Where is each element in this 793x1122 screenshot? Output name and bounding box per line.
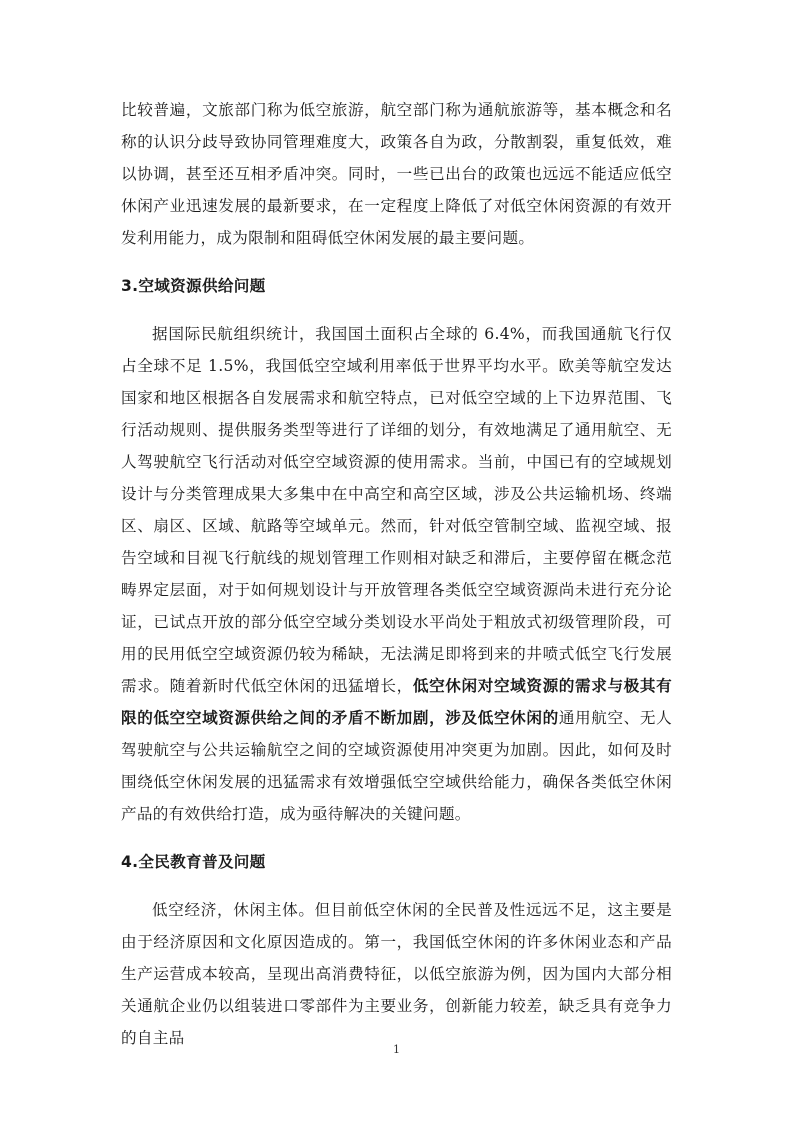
section-heading-3: 3.空域资源供给问题	[121, 277, 266, 295]
page-number: 1	[393, 1043, 400, 1056]
paragraph-continued: 比较普遍，文旅部门称为低空旅游，航空部门称为通航旅游等，基本概念和名称的认识分歧导致协同管理难度大，政策各自为政，分散割裂，重复低效，难以协调，甚至还互相矛盾冲突。同时，一些已出台的政策也远远不能适应低空休闲产业迅速发展的最新要求，在一定程度上降低了对低空休闲资源的有效开发利用能力，成为限制和阻碍低空休闲发展的最主要问题。	[121, 101, 672, 247]
paragraph-airspace-text-2: 通用航空、无人驾驶航空与公共运输航空之间的空域资源使用冲突更为加剧。因此，如何及时围绕低空休闲发展的迅猛需求有效增强低空空域供给能力，确保各类低空休闲产品的有效供给打造，成为亟待解决的关键问题。	[121, 709, 672, 823]
paragraph-education: 低空经济，休闲主体。但目前低空休闲的全民普及性远远不足，这主要是由于经济原因和文化原因造成的。第一，我国低空休闲的许多休闲业态和产品生产运营成本较高，呈现出高消费特征，以低空旅游为例，因为国内大部分相关通航企业仍以组装进口零部件为主要业务，创新能力较差，缺乏具有竞争力的自主品	[121, 901, 672, 1047]
spacer	[121, 254, 672, 270]
spacer	[121, 830, 672, 846]
document-body	[121, 94, 672, 1054]
paragraph-airspace-bold-text: 低空休闲对空域资源的需求与极其有限的低空空域资源供给之间的矛盾不断加剧，涉及低空休闲的	[121, 676, 672, 727]
section-heading-4: 4.全民教育普及问题	[121, 853, 266, 871]
spacer	[121, 878, 672, 894]
spacer	[121, 302, 672, 318]
paragraph-airspace	[121, 318, 672, 830]
paragraph-airspace-text-1: 据国际民航组织统计，我国国土面积占全球的 6.4%，而我国通航飞行仅占全球不足 1.5%，我国低空空域利用率低于世界平均水平。欧美等航空发达国家和地区根据各自发展需求和航空特点，已对低空空域的上下边界范围、飞行活动规则、提供服务类型等进行了详细的划分，有效地满足了通用航空、无人驾驶航空飞行活动对低空空域资源的使用需求。当前，中国已有的空域规划设计与分类管理成果大多集中在中高空和高空区域，涉及公共运输机场、终端区、扇区、区域、航路等空域单元。然而，针对低空管制空域、监视空域、报告空域和目视飞行航线的规划管理工作则相对缺乏和滞后，主要停留在概念范畴界定层面，对于如何规划设计与开放管理各类低空空域资源尚未进行充分论证，已试点开放的部分低空空域分类划设水平尚处于粗放式初级管理阶段，可用的民用低空空域资源仍较为稀缺，无法满足即将到来的井喷式低空飞行发展需求。随着新时代低空休闲的迅猛增长，	[121, 325, 672, 695]
